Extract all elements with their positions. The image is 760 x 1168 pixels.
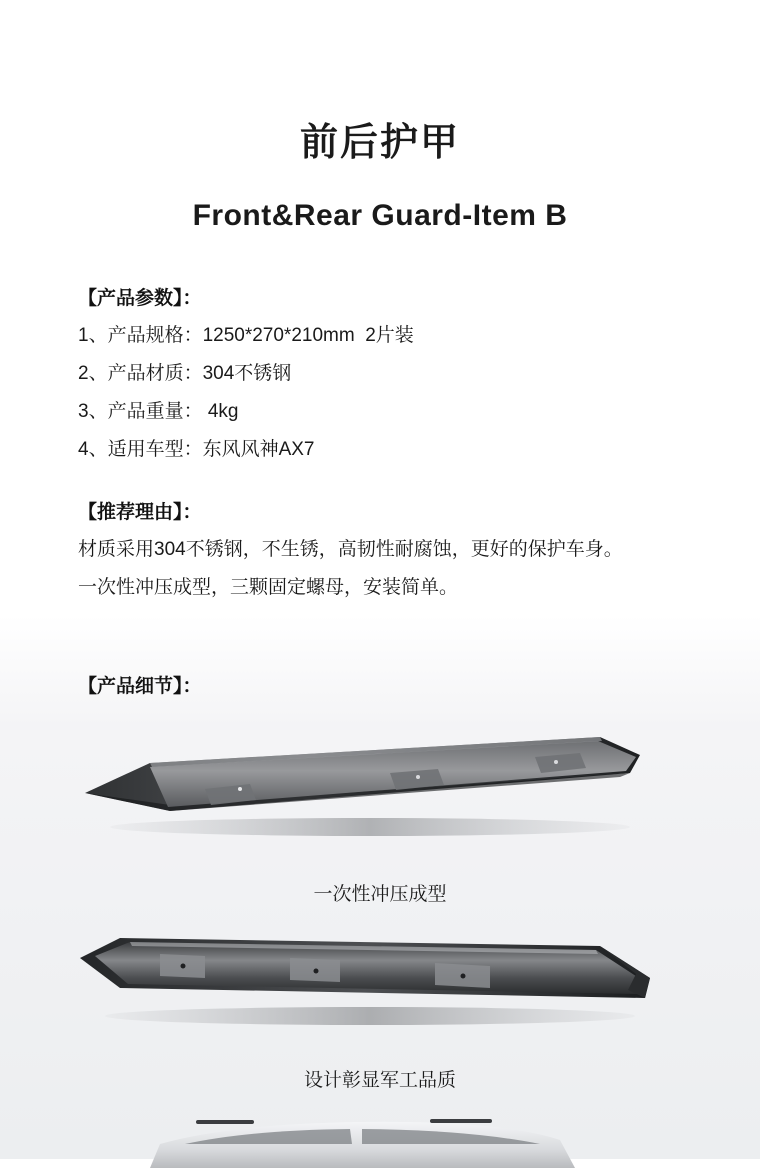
spec-line-weight: 3、产品重量： 4kg — [78, 401, 239, 423]
page-title-english: Front&Rear Guard-Item B — [192, 199, 568, 233]
spec-heading: 【产品参数】： — [78, 288, 202, 310]
figure-front-guard — [0, 715, 760, 906]
figure-vehicle — [0, 1110, 760, 1168]
product-detail-section — [0, 669, 760, 705]
vehicle-photo — [0, 1110, 760, 1168]
spec-line-vehicle: 4、适用车型：东风风神AX7 — [78, 439, 315, 461]
product-detail-page — [0, 25, 760, 1159]
product-spec-section — [0, 281, 760, 469]
spec-line-material: 2、产品材质：304不锈钢 — [78, 363, 292, 385]
reason-line-1: 材质采用304不锈钢，不生锈，高韧性耐腐蚀，更好的保护车身。 — [78, 539, 623, 561]
recommend-reason-section — [0, 495, 760, 607]
figure-rear-guard — [0, 916, 760, 1092]
figure-caption-front: 一次性冲压成型 — [313, 884, 447, 906]
page-title-chinese: 前后护甲 — [299, 122, 460, 165]
front-guard-photo — [0, 715, 760, 865]
rear-guard-photo — [0, 916, 760, 1051]
reason-heading: 【推荐理由】： — [78, 502, 202, 524]
detail-heading: 【产品细节】： — [78, 676, 202, 698]
spec-line-size: 1、产品规格：1250*270*210mm 2片装 — [78, 325, 414, 347]
figure-caption-rear: 设计彰显军工品质 — [303, 1070, 456, 1092]
reason-line-2: 一次性冲压成型，三颗固定螺母，安装简单。 — [78, 577, 459, 599]
